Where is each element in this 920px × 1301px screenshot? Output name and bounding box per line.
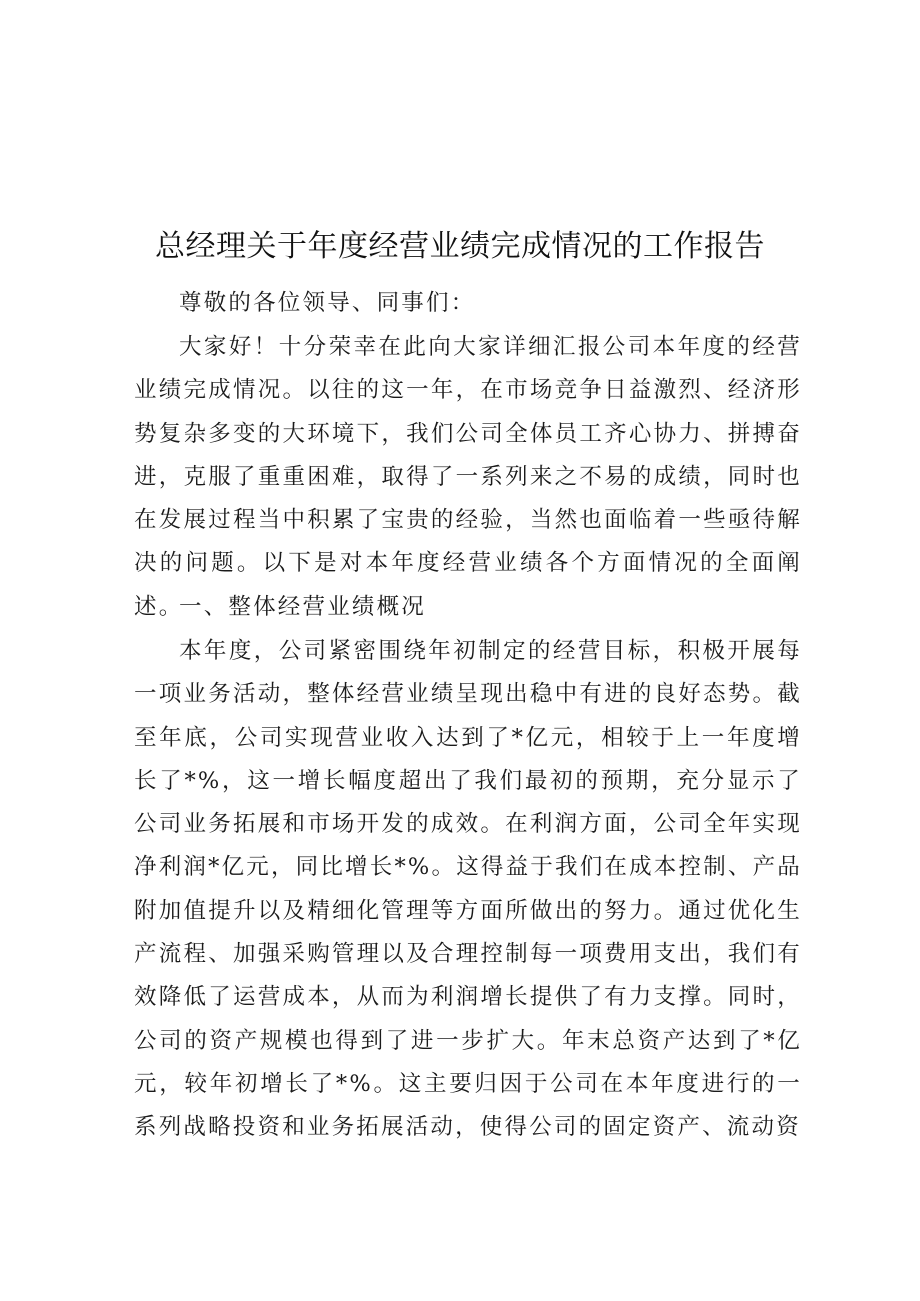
- document-title: 总经理关于年度经营业绩完成情况的工作报告: [155, 229, 765, 264]
- paragraph-intro: 大家好！十分荣幸在此向大家详细汇报公司本年度的经营业绩完成情况。以往的这一年，在市场竞争日益激烈、经济形势复杂多变的大环境下，我们公司全体员工齐心协力、拼搏奋进，克服了重重困难，取得了一系列来之不易的成绩，同时也在发展过程当中积累了宝贵的经验，当然也面临着一些亟待解决的问题。以下是对本年度经营业绩各个方面情况的全面阐述。: [134, 334, 802, 620]
- paragraph-performance-overview: 本年度，公司紧密围绕年初制定的经营目标，积极开展每一项业务活动，整体经营业绩呈现出稳中有进的良好态势。截至年底，公司实现营业收入达到了*亿元，相较于上一年度增长了*%，这一增长幅度超出了我们最初的预期，充分显示了公司业务拓展和市场开发的成效。在利润方面，公司全年实现净利润*亿元，同比增长*%。这得益于我们在成本控制、产品附加值提升以及精细化管理等方面所做出的努力。通过优化生产流程、加强采购管理以及合理控制每一项费用支出，我们有效降低了运营成本，从而为利润增长提供了有力支撑。同时，公司的资产规模也得到了进一步扩大。年末总资产达到了*亿元，较年初增长了*%。这主要归因于公司在本年度进行的一系列战略投资和业务拓展活动，使得公司的固定资产、流动资: [134, 638, 802, 1141]
- salutation: 尊敬的各位领导、同事们：: [179, 290, 476, 316]
- section-heading: 一、整体经营业绩概况: [179, 594, 427, 620]
